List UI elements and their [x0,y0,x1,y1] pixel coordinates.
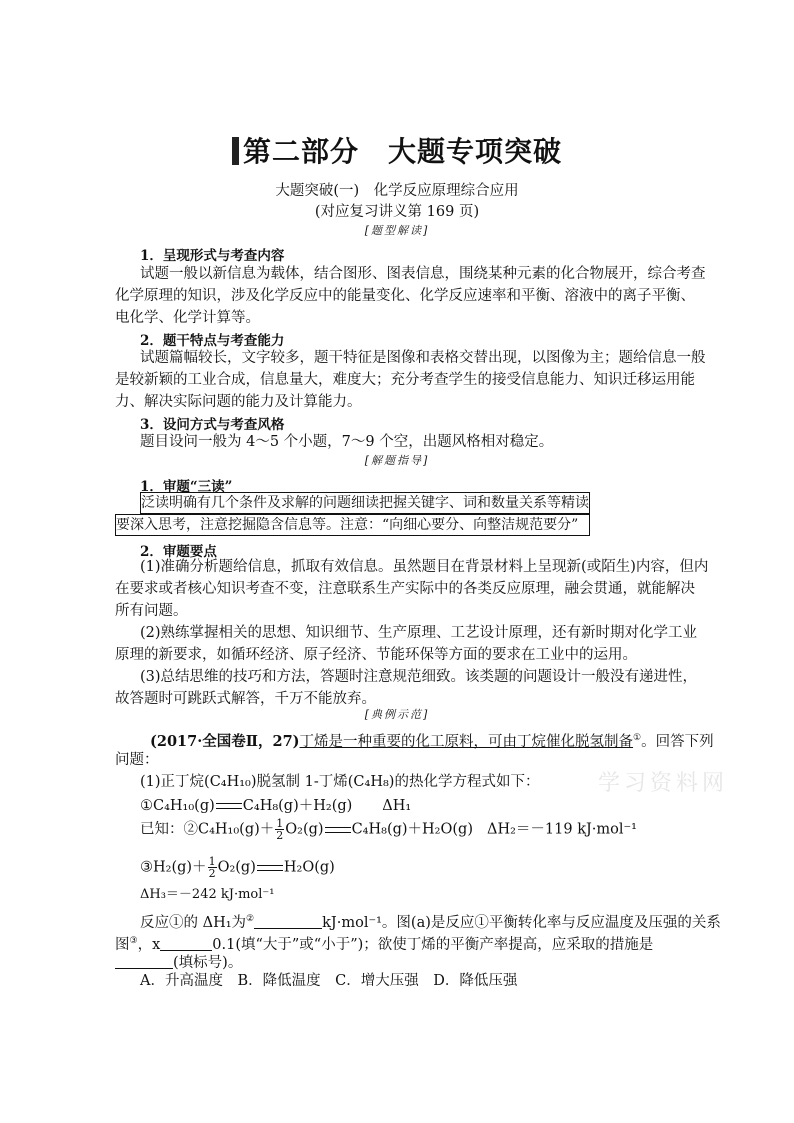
analysis-paragraph-1a: 试题一般以新信息为载体，结合图形、图表信息，围绕某种元素的化合物展开，综合考查 [140,266,706,282]
equation-3-enthalpy: ΔH₃＝－242 kJ·mol⁻¹ [140,887,275,902]
section-heading-guide: [解题指导] [364,454,430,467]
equation-2: 已知：②C₄H₁₀(g)＋ $\frac{1}{2}$ O₂(g) C₄H₈(g)＋H₂O(g) ΔH₂＝－119 kJ·mol⁻¹ [140,817,637,842]
guide-paragraph-2a: (2)熟练掌握相关的思想、知识细节、生产原理、工艺设计原理，还有新时期对化学工业 [140,625,698,641]
guide-box-line-2: 要深入思考，注意挖掘隐含信息等。注意：“向细心要分、向整洁规范要分” [115,514,590,536]
fraction-half: $\frac{1}{2}$ [276,817,284,842]
guide-paragraph-1b: 在要求或者核心知识考查不变，注意联系生产实际中的各类反应原理，融会贯通，就能解决 [115,581,695,597]
guide-paragraph-1a: (1)准确分析题给信息，抓取有效信息。虽然题目在背景材料上呈现新(或陌生)内容，但内 [140,559,709,575]
equation-1: ①C₄H₁₀(g) C₄H₈(g)＋H₂(g) ΔH₁ [140,798,412,814]
example-intro-2: 问题： [115,752,159,768]
guide-paragraph-2b: 原理的新要求，如循环经济、原子经济、节能环保等方面的要求在工业中的运用。 [115,647,637,663]
analysis-heading-2: 2．题干特点与考查能力 [140,333,285,349]
watermark: 学习资料网 [598,771,729,796]
analysis-paragraph-2c: 力、解决实际问题的能力及计算能力。 [115,394,362,410]
page-reference: (对应复习讲义第 169 页) [314,204,480,220]
equals-sign-icon [257,865,283,871]
example-intro-text: 丁烯是一种重要的化工原料，可由丁烷催化脱氢制备 [299,733,634,750]
guide-heading-1: 1．审题“三读” [140,479,233,495]
equation-3: ③H₂(g)＋ $\frac{1}{2}$ O₂(g) H₂O(g) [140,855,335,880]
answer-blank-2[interactable] [160,936,212,951]
analysis-heading-3: 3．设问方式与考查风格 [140,417,285,433]
section-heading-analysis: [题型解读] [364,224,430,237]
question-1: (1)正丁烷(C₄H₁₀)脱氢制 1-丁烯(C₄H₈)的热化学方程式如下： [140,774,540,790]
guide-paragraph-3a: (3)总结思维的技巧和方法，答题时注意规范细致。该类题的问题设计一般没有递进性， [140,669,698,685]
title-bar-icon [232,137,239,165]
analysis-paragraph-3: 题目设问一般为 4～5 个小题，7～9 个空，出题风格相对稳定。 [140,434,554,450]
analysis-paragraph-1b: 化学原理的知识，涉及化学反应中的能量变化、化学反应速率和平衡、溶液中的离子平衡、 [115,288,695,304]
annotation-marker-3: ③ [129,936,138,946]
example-source: (2017·全国卷Ⅱ，27) [150,732,300,750]
example-intro: (2017·全国卷Ⅱ，27)丁烯是一种重要的化工原料，可由丁烷催化脱氢制备①。回答下列 [150,732,714,750]
guide-heading-2: 2．审题要点 [140,544,217,560]
answer-options: A．升高温度 B．降低温度 C．增大压强 D．降低压强 [140,973,518,989]
section-heading-example: [典例示范] [364,708,430,721]
annotation-marker-1: ① [633,733,642,743]
subtitle: 大题突破(一) 化学反应原理综合应用 [275,183,519,199]
analysis-paragraph-1c: 电化学、化学计算等。 [115,310,260,326]
guide-paragraph-1c: 所有问题。 [115,603,188,619]
fraction-half: $\frac{1}{2}$ [208,855,216,880]
answer-blank-1[interactable] [254,914,322,929]
guide-box-line-1: 泛读明确有几个条件及求解的问题细读把握关键字、词和数量关系等精读 [140,492,590,514]
answer-blank-3[interactable] [115,954,173,969]
answer-line-3: (填标号)。 [115,952,242,974]
analysis-paragraph-2a: 试题篇幅较长，文字较多，题干特征是图像和表格交替出现，以图像为主；题给信息一般 [140,350,706,366]
answer-line-1: 反应①的 ΔH₁为② kJ·mol⁻¹。图(a)是反应①平衡转化率与反应温度及压强的关系 [140,914,721,931]
equals-sign-icon [325,827,351,833]
annotation-marker-2: ② [246,914,255,924]
guide-paragraph-3b: 故答题时可跳跃式解答，千万不能放弃。 [115,691,376,707]
analysis-heading-1: 1．呈现形式与考查内容 [140,248,285,264]
analysis-paragraph-2b: 是较新颖的工业合成，信息量大，难度大；充分考查学生的接受信息能力、知识迁移运用能 [115,372,695,388]
part-title: 第二部分 大题专项突破 [0,130,794,170]
answer-line-2: 图③，x 0.1(填“大于”或“小于”)；欲使丁烯的平衡产率提高，应采取的措施是 [115,936,654,953]
equals-sign-icon [216,803,242,809]
